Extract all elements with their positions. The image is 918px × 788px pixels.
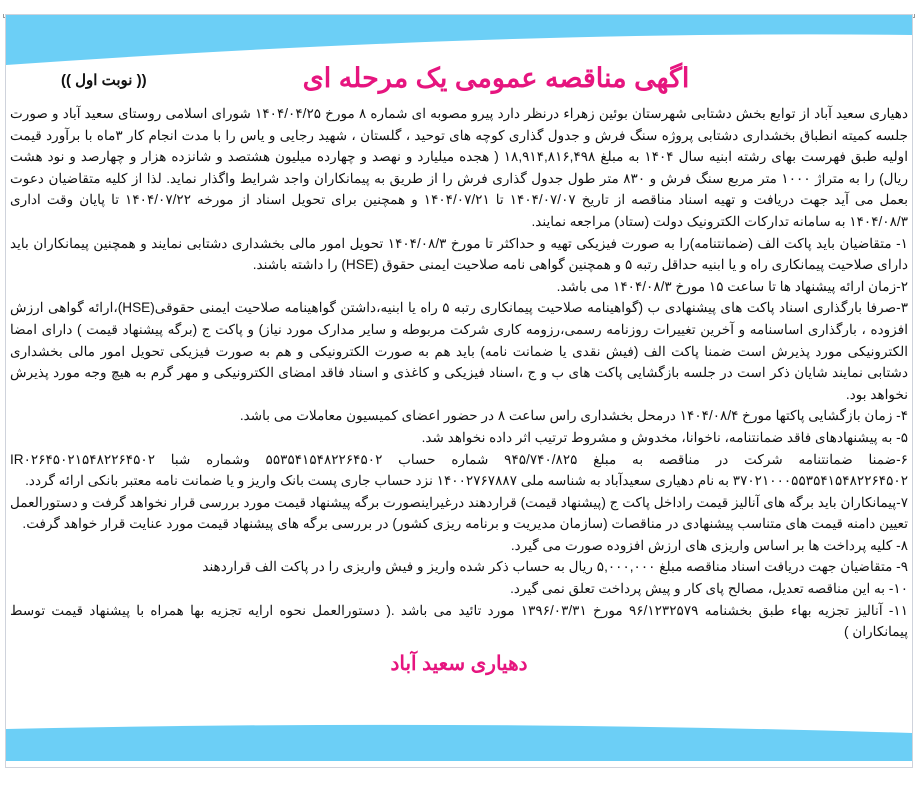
ad-title: اگهی مناقصه عمومی یک مرحله ای: [302, 63, 690, 93]
ad-body: [10, 103, 908, 643]
top-wave-decoration: [6, 15, 912, 65]
condition-item: ۷-پیمانکاران باید برگه های آنالیز قیمت راداخل پاکت ج (پیشنهاد قیمت) قراردهند درغیراینصورت برگه پیشنهاد قیمت مورد بررسی قرار نخواهد گرفت و دستورالعمل تعیین دامنه قیمت های متناسب پیشنهادی در مناقصات (سازمان مدیریت و برنامه ریزی کشور) در بررسی برگه های پیشنهاد قیمت مورد عنایت قرار خواهد گرفت.: [10, 494, 908, 532]
condition-item: ۵- به پیشنهادهای فاقد ضمانتنامه، ناخوانا، مخدوش و مشروط ترتیب اثر داده نخواهد شد.: [421, 429, 908, 445]
condition-item: ۱۱- آنالیز تجزیه بهاء طبق بخشنامه ۹۶/۱۲۳۲۵۷۹ مورخ ۱۳۹۶/۰۳/۳۱ مورد تائید می باشد .( دستورالعمل نحوه ارایه تجزیه بها همراه با پیشنهاد قیمت توسط پیمانکاران ): [10, 602, 908, 640]
header: [6, 63, 912, 103]
condition-item: ۸- کلیه پرداخت ها بر اساس واریزی های ارزش افزوده صورت می گیرد.: [510, 537, 908, 553]
signature: دهیاری سعید آباد: [390, 652, 528, 675]
condition-item: ۴- زمان بازگشایی پاکتها مورخ ۱۴۰۴/۰۸/۴ درمحل بخشداری راس ساعت ۸ در حضور اعضای کمیسیون معاملات می باشد.: [239, 408, 908, 424]
condition-item: ۳-صرفا بارگذاری اسناد پاکت های پیشنهادی ب (گواهینامه صلاحیت پیمانکاری رتبه ۵ راه یا ابنیه،داشتن گواهینامه صلاحیت ایمنی حقوقی(HSE)،ارائه گواهی ارزش افزوده ، بارگذاری اساسنامه و آخرین تغییرات روزنامه رسمی،رزومه کاری شرکت مربوطه و سایر مدارک مورد نیاز) و پاکت ج (برگه پیشنهاد قیمت ) دارای امضا الکترونیکی مورد پذیرش است ضمنا پاکت الف (فیش نقدی یا ضمانت نامه) باید هم به صورت الکترونیکی و هم به صورت فیزیکی تحویل امور مالی بخشداری دشتابی نمایند شایان ذکر است در جلسه بازگشایی پاکت های ب و ج ،اسناد فیزیکی و کاغذی و اسناد فاقد امضای الکترونیکی و مهر گرم به هیچ وجه مورد پذیرش نخواهد بود.: [10, 300, 908, 402]
condition-item: ۱۰- به این مناقصه تعدیل، مصالح پای کار و پیش پرداخت تعلق نمی گیرد.: [510, 581, 908, 597]
condition-item: ۶-ضمنا ضمانتنامه شرکت در مناقصه به مبلغ ۹۴۵/۷۴۰/۸۲۵ شماره حساب ۵۵۳۵۴۱۵۴۸۲۲۶۴۵۰۲ وشماره شبا IR۰۲۶۴۵۰۲۱۵۴۸۲۲۶۴۵۰۲ ۳۷۰۲۱۰۰۰۵۵۳۵۴۱۵۴۸۲۲۶۴۵۰۲ به نام دهیاری سعیدآباد به شناسه ملی ۱۴۰۰۲۷۶۷۸۸۷ نزد حساب جاری پست بانک واریز و یا ضمانت نامه معتبر بانکی ارائه گردد.: [10, 451, 908, 489]
tender-ad: [5, 14, 913, 768]
publication-turn: (( نوبت اول )): [61, 72, 147, 89]
bottom-wave-decoration: [6, 719, 912, 761]
condition-item: ۱- متقاضیان باید پاکت الف (ضمانتنامه)را به صورت فیزیکی تهیه و حداکثر تا مورخ ۱۴۰۴/۰۸/۳ تحویل امور مالی بخشداری دشتابی نمایند و همچنین پیمانکاران باید دارای صلاحیت پیمانکاری راه و یا ابنیه حداقل رتبه ۵ و همچنین گواهی نامه صلاحیت ایمنی حقوق (HSE) را داشته باشند.: [10, 235, 908, 273]
condition-item: ۲-زمان ارائه پیشنهاد ها تا ساعت ۱۵ مورخ ۱۴۰۴/۰۸/۳ می باشد.: [556, 278, 908, 294]
intro-paragraph: دهیاری سعید آباد از توابع بخش دشتابی شهرستان بوئین زهراء درنظر دارد پیرو مصوبه ای شماره ۸ مورخ ۱۴۰۴/۰۴/۲۵ شورای اسلامی روستای سعید آباد و صورت جلسه کمیته انطباق بخشداری دشتابی پروژه سنگ فرش و جدول گذاری کوچه های توحید ، گلستان ، شهید رجایی و یاس را با مدت انجام کار ۳ماه با برآورد قیمت اولیه طبق فهرست بهای رشته ابنیه سال ۱۴۰۴ به مبلغ ۱۸,۹۱۴,۸۱۶,۴۹۸ ( هجده میلیارد و نهصد و چهارده میلیون هشتصد و شانزده هزار و چهارصد و نود هشت ریال) را به متراژ ۱۰۰۰ متر مربع سنگ فرش و ۸۳۰ متر طول جدول گذاری فرش را از طریق به پیمانکاران واجد شرایط واگذار نماید. لذا از کلیه متقاضیان دعوت بعمل می آید جهت دریافت و تهیه اسناد مناقصه از تاریخ ۱۴۰۴/۰۷/۰۷ تا ۱۴۰۴/۰۷/۲۱ و همچنین برای تحویل اسناد از مورخه ۱۴۰۴/۰۷/۲۲ تا پایان وقت اداری ۱۴۰۴/۰۸/۳ به سامانه تدارکات الکترونیک دولت (ستاد) مراجعه نمایند.: [10, 106, 909, 229]
condition-item: ۹- متقاضیان جهت دریافت اسناد مناقصه مبلغ ۵,۰۰۰,۰۰۰ ریال به حساب ذکر شده واریز و فیش واریزی را در پاکت الف قراردهند: [202, 559, 908, 575]
